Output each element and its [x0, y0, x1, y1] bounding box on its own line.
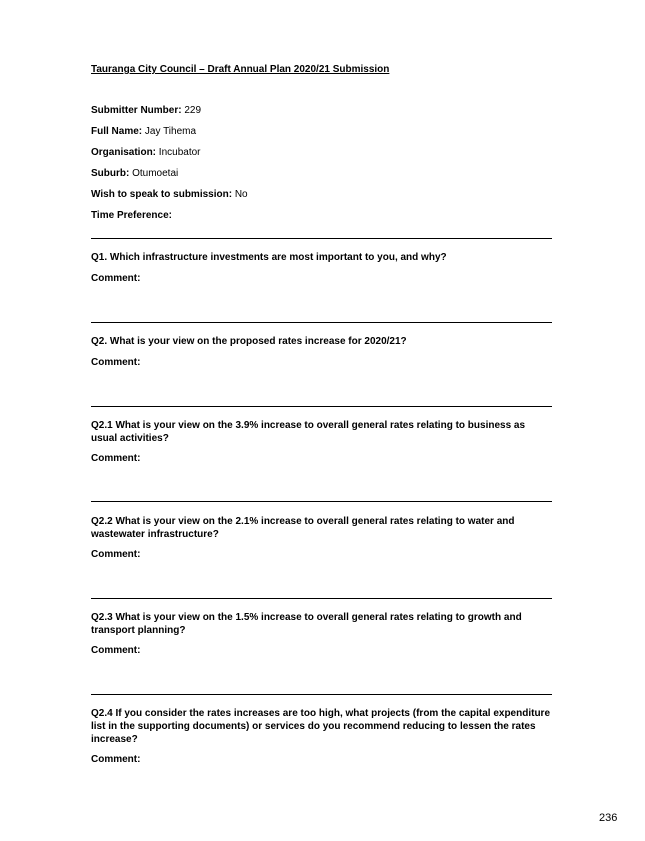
section-divider	[91, 694, 552, 695]
submitter-number-value: 229	[184, 105, 202, 116]
question-q2-3: Q2.3 What is your view on the 1.5% increase to overall general rates relating to growth and transport planning?	[91, 612, 522, 636]
submitter-number-row	[91, 104, 201, 117]
comment-label-q1: Comment:	[91, 273, 141, 284]
comment-label-q2-3: Comment:	[91, 645, 141, 656]
full-name-row	[91, 125, 196, 138]
section-divider	[91, 406, 552, 407]
section-divider	[91, 238, 552, 239]
full-name-value: Jay Tihema	[144, 126, 197, 137]
document-title: Tauranga City Council – Draft Annual Plan 2020/21 Submission	[91, 64, 390, 75]
time-preference-label: Time Preference:	[91, 210, 172, 221]
comment-label-q2-4: Comment:	[91, 754, 141, 765]
suburb-row	[91, 167, 178, 180]
organisation-row	[91, 146, 201, 159]
question-q2-4: Q2.4 If you consider the rates increases are too high, what projects (from the capital expenditure list in the supporting documents) or services do you recommend reducing to lessen the rates increase?	[91, 708, 551, 745]
suburb-value: Otumoetai	[132, 168, 179, 179]
submitter-number-label: Submitter Number:	[91, 105, 182, 116]
section-divider	[91, 322, 552, 323]
comment-label-q2-1: Comment:	[91, 453, 141, 464]
wish-to-speak-value: No	[234, 189, 248, 200]
organisation-value: Incubator	[158, 147, 201, 158]
page-number: 236	[599, 812, 618, 824]
comment-label-q2: Comment:	[91, 357, 141, 368]
question-q2-1: Q2.1 What is your view on the 3.9% increase to overall general rates relating to business as usual activities?	[91, 420, 526, 444]
comment-label-q2-2: Comment:	[91, 549, 141, 560]
suburb-label: Suburb:	[91, 168, 130, 179]
section-divider	[91, 598, 552, 599]
question-q2: Q2. What is your view on the proposed rates increase for 2020/21?	[91, 336, 407, 347]
question-q1: Q1. Which infrastructure investments are most important to you, and why?	[91, 252, 447, 263]
section-divider	[91, 501, 552, 502]
full-name-label: Full Name:	[91, 126, 143, 137]
wish-to-speak-label: Wish to speak to submission:	[91, 189, 233, 200]
organisation-label: Organisation:	[91, 147, 157, 158]
time-preference-row	[91, 209, 172, 222]
wish-to-speak-row	[91, 188, 248, 201]
question-q2-2: Q2.2 What is your view on the 2.1% increase to overall general rates relating to water and wastewater infrastructure?	[91, 516, 515, 540]
